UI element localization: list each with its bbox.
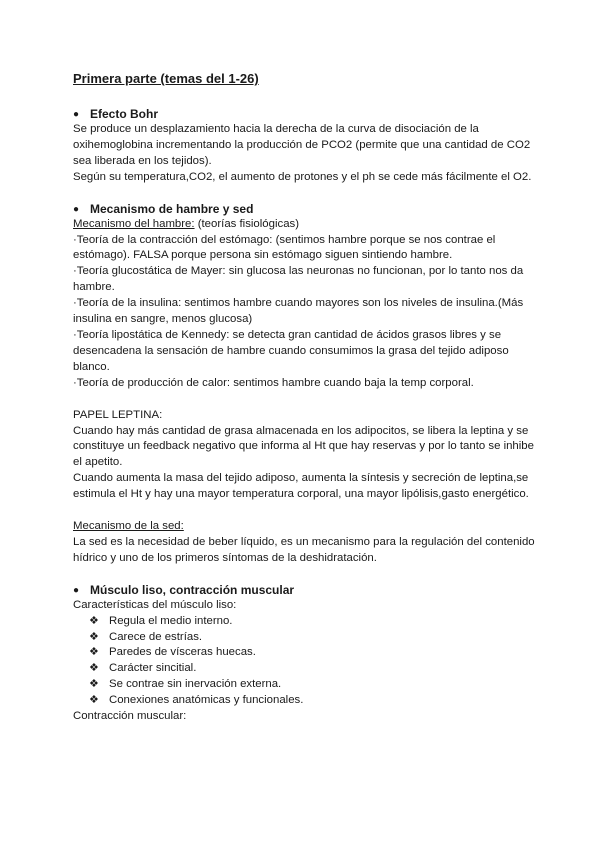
diamond-bullet-icon: ❖	[89, 614, 99, 627]
sed-paragraph: La sed es la necesidad de beber líquido, es un mecanismo para la regulación del contenido hídrico y uno de los primeros síntomas de la deshidratación.	[73, 535, 535, 564]
hambre-subtitle-rest: (teorías fisiológicas)	[194, 217, 300, 230]
leptina-title: PAPEL LEPTINA:	[73, 408, 163, 421]
section-heading-bohr	[73, 107, 535, 122]
contraccion-title: Contracción muscular:	[73, 710, 187, 723]
page-title: Primera parte (temas del 1-26)	[73, 71, 259, 86]
bohr-paragraph-2: Según su temperatura,CO2, el aumento de protones y el ph se cede más fácilmente el O2.	[73, 170, 532, 183]
diamond-bullet-icon: ❖	[89, 678, 99, 691]
document-page	[73, 71, 535, 725]
section-heading-musculo	[73, 583, 535, 598]
list-item: ❖ Carácter sincitial.	[89, 661, 535, 677]
sed-title: Mecanismo de la sed:	[73, 520, 184, 533]
list-item: ❖ Paredes de vísceras huecas.	[89, 645, 535, 661]
bullet-dot-icon: ●	[73, 203, 80, 215]
diamond-bullet-icon: ❖	[89, 694, 99, 707]
bohr-paragraph-1: Se produce un desplazamiento hacia la derecha de la curva de disociación de la oxihemoglobina incrementando la producción de PCO2 (permite que una cantidad de CO2 sea liberada en los tejidos).	[73, 123, 531, 167]
theory-glucostatic: ·Teoría glucostática de Mayer: sin glucosa las neuronas no funcionan, por lo tanto nos da hambre.	[73, 265, 524, 294]
theory-heat: ·Teoría de producción de calor: sentimos hambre cuando baja la temp corporal.	[73, 376, 474, 389]
list-item: ❖ Se contrae sin inervación externa.	[89, 677, 535, 693]
caracteristicas-title: Características del músculo liso:	[73, 598, 237, 611]
diamond-bullet-icon: ❖	[89, 630, 99, 643]
bullet-dot-icon: ●	[73, 109, 80, 120]
list-item: ❖ Carece de estrías.	[89, 630, 535, 646]
leptina-paragraph-1: Cuando hay más cantidad de grasa almacenada en los adipocitos, se libera la leptina y se constituye un feedback negativo que informa al Ht que hay reservas y por lo tanto se inhibe el apetito.	[73, 424, 534, 469]
list-item: ❖ Regula el medio interno.	[89, 614, 535, 630]
leptina-paragraph-2: Cuando aumenta la masa del tejido adiposo, aumenta la síntesis y secreción de leptina,se estimula el Ht y hay una mayor temperatura corporal, una mayor lipólisis,gasto energético.	[73, 472, 529, 501]
theory-contraction: ·Teoría de la contracción del estómago: (sentimos hambre porque se nos contrae el estómago). FALSA porque persona sin estómago siguen sintiendo hambre.	[73, 233, 496, 262]
diamond-bullet-icon: ❖	[89, 662, 99, 675]
list-item: ❖ Conexiones anatómicas y funcionales.	[89, 693, 535, 709]
theory-insulin: ·Teoría de la insulina: sentimos hambre cuando mayores son los niveles de insulina.(Más insulina en sangre, menos glucosa)	[73, 297, 524, 326]
section-heading-text: Efecto Bohr	[90, 107, 159, 121]
diamond-bullet-icon: ❖	[89, 646, 99, 659]
section-heading-text: Músculo liso, contracción muscular	[90, 582, 295, 597]
section-heading-hambre	[73, 202, 535, 217]
caracteristicas-list	[73, 614, 535, 709]
hambre-subtitle-underlined: Mecanismo del hambre:	[73, 217, 195, 230]
hambre-subtitle	[73, 217, 535, 233]
section-heading-text: Mecanismo de hambre y sed	[90, 201, 254, 216]
theory-lipostatic: ·Teoría lipostática de Kennedy: se detecta gran cantidad de ácidos grasos libres y se desencadena la sensación de hambre cuando consumimos la grasa del tejido adiposo blanco.	[73, 328, 509, 373]
bullet-dot-icon: ●	[73, 584, 80, 596]
